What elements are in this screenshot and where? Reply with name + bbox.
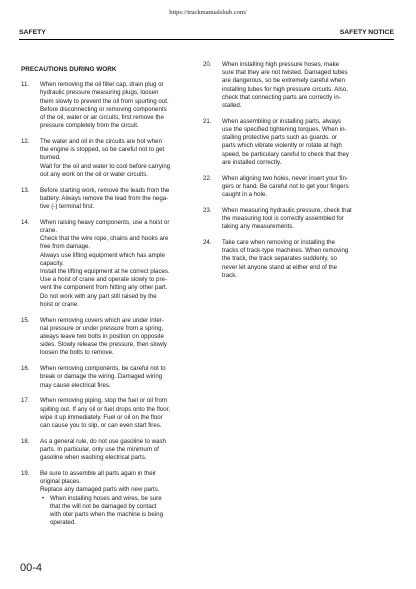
item-text-line: gasoline when washing electrical parts. [40, 454, 147, 462]
item-text-line: When removing the oil filter cap, drain plug or [40, 81, 164, 89]
item-text-line: use the specified tightening torques. When in- [222, 126, 347, 134]
precaution-item [21, 187, 185, 212]
item-text-line: always leave two bolts in position on opposite [40, 333, 164, 341]
item-number: 13. [21, 186, 30, 194]
item-text-line: wipe it up immediately. Fuel or oil on the floor [40, 413, 163, 421]
item-text-line: can cause you to slip, or can even start fires. [40, 422, 162, 430]
header-section-title: SAFETY [19, 29, 46, 36]
item-number: 24. [203, 239, 212, 247]
item-text-line: parts which vibrate violently or rotate at high [222, 142, 342, 150]
item-number: 17. [21, 397, 30, 405]
item-text-line: break or damage the wiring. Damaged wiring [40, 373, 163, 381]
item-text-line: When raising heavy components, use a hoist or [40, 218, 170, 226]
precaution-item [21, 438, 185, 463]
header-page-title: SAFETY NOTICE [339, 29, 394, 36]
bullet-text-line: When installing hoses and wires, be sure [50, 494, 162, 502]
item-text-line: When assembling or installing parts, always [222, 117, 342, 125]
item-text-line: the engine is stopped, so be careful not to get [40, 146, 165, 154]
section-title: PRECAUTIONS DURING WORK [21, 66, 117, 73]
item-number: 22. [203, 174, 212, 182]
item-number: 19. [21, 470, 30, 478]
item-number: 16. [21, 365, 30, 373]
precaution-item [203, 239, 376, 280]
item-text-line: pressure completely from the circuit. [40, 122, 139, 130]
item-text-line: caught in a hole. [222, 191, 268, 199]
item-text-line: Be sure to assemble all parts again in their [40, 470, 157, 478]
item-text-line: crane. [40, 227, 58, 235]
precaution-item [21, 219, 185, 309]
bullet-text-line: with oter parts when the machine is being [50, 511, 163, 519]
item-text-line: Before starting work, remove the leads from the [40, 186, 170, 194]
item-text-line: hoist or crane. [40, 300, 79, 308]
item-number: 14. [21, 218, 30, 226]
item-text-line: Take care when removing or installing the [222, 239, 335, 247]
page-header [19, 27, 394, 40]
item-text-line: battery. Always remove the lead from the nega- [40, 194, 169, 202]
item-text-line: out any work on the oil or water circuits. [40, 170, 148, 178]
item-text-line: When aligning two holes, never insert your fin- [222, 174, 348, 182]
precaution-item [203, 175, 376, 200]
item-text-line: Check that the wire rope, chains and hooks are [40, 235, 169, 243]
item-text-line: are dangerous, so be extremely careful when [222, 77, 345, 85]
left-column [21, 61, 185, 535]
item-text-line: may cause electrical fires. [40, 381, 111, 389]
item-text-line: of the oil, water or air circuits, first remove the [40, 114, 164, 122]
item-text-line: burned. [40, 154, 61, 162]
page-number: 00-4 [20, 562, 43, 574]
item-text-line: original places. [40, 478, 81, 486]
item-number: 18. [21, 437, 30, 445]
item-text-line: free from damage. [40, 243, 91, 251]
precaution-item [21, 470, 185, 527]
precaution-item [203, 61, 376, 110]
precaution-item [21, 317, 185, 358]
precaution-item [21, 365, 185, 390]
item-text-line: When removing covers which are under inter- [40, 316, 164, 324]
item-number: 12. [21, 138, 30, 146]
item-number: 20. [203, 61, 212, 68]
item-text-line: vent the component from hitting any other part. [40, 284, 168, 292]
precaution-item [21, 138, 185, 179]
precaution-item [21, 81, 185, 130]
item-text-line: are installed correctly. [222, 158, 282, 166]
item-text-line: When removing piping, stop the fuel or oil from [40, 397, 167, 405]
item-text-line: stalled. [222, 102, 242, 110]
item-text-line: sure that they are not twisted. Damaged tubes [222, 69, 348, 77]
item-text-line: tracks of track-type machines. When removing [222, 247, 349, 255]
item-number: 21. [203, 117, 212, 125]
page-url[interactable]: https://truckmanualshub.com/ [169, 9, 247, 16]
item-number: 11. [21, 81, 30, 89]
item-text-line: speed, be particulary careful to check that they [222, 150, 349, 158]
item-text-line: them slowly to prevent the oil from spurting out. [40, 97, 169, 105]
item-text-line: Use a hoist of crane and operate slowly to pre- [40, 276, 167, 284]
item-text-line: As a general rule, do not use gasoline to wash [40, 437, 166, 445]
item-text-line: taking any measurements. [222, 223, 295, 231]
right-column [203, 61, 376, 288]
item-text-line: When removing components, be careful not to [40, 365, 166, 373]
item-text-line: The water and oil in the circuits are hot when [40, 138, 162, 146]
precaution-item [21, 397, 185, 430]
item-text-line: Wait for the oil and water to cool before carrying [40, 162, 171, 170]
item-number: 23. [203, 206, 212, 214]
item-text-line: Do not work with any part still raised by the [40, 292, 157, 300]
item-text-line: capacity. [40, 259, 64, 267]
precaution-item [203, 118, 376, 167]
item-text-line: track. [222, 271, 238, 279]
bullet-icon: • [42, 494, 45, 502]
item-text-line: sides. Slowly release the pressure, then slowly [40, 341, 167, 349]
item-text-line: Replace any damaged parts with new parts. [40, 486, 160, 494]
item-text-line: tive (-) terminal first. [40, 203, 95, 211]
item-text-line: never let anyone stand at either end of the [222, 263, 338, 271]
item-text-line: Install the lifting equipment at he correct places. [40, 268, 170, 276]
item-text-line: spilling out. If any oil or fuel drops onto the floor, [40, 405, 171, 413]
item-text-line: check that connecting parts are correctly in- [222, 93, 341, 101]
bullet-text-line: that the will not be damaged by contact [50, 502, 157, 510]
item-text-line: stalling protective parts such as guards. or [222, 134, 338, 142]
item-text-line: nal pressure or under pressure from a spring, [40, 324, 164, 332]
item-text-line: When measuring hydraulic pressure, check that [222, 206, 352, 214]
bullet-text-line: operated. [50, 519, 76, 527]
item-text-line: gers or hand. Be careful not to get your fingers [222, 182, 349, 190]
item-text-line: installing tubes for high pressure circuits. Also, [222, 85, 348, 93]
item-text-line: the track, the track separates suddenly, so [222, 255, 337, 263]
item-text-line: When installing high pressure hoses, make [222, 61, 340, 68]
item-text-line: parts. In particular, only use the minimum of [40, 446, 159, 454]
item-number: 15. [21, 316, 30, 324]
item-text-line: hydraulic pressure measuring plugs, loosen [40, 89, 159, 97]
item-text-line: the measuring tool is correctly assembled for [222, 215, 344, 223]
item-text-line: Before disconnecting or removing components [40, 105, 167, 113]
sub-bullet [40, 495, 185, 528]
item-text-line: loosen the bolts to remove. [40, 349, 114, 357]
precaution-item [203, 207, 376, 232]
item-text-line: Always use lifting equipment which has ample [40, 251, 165, 259]
